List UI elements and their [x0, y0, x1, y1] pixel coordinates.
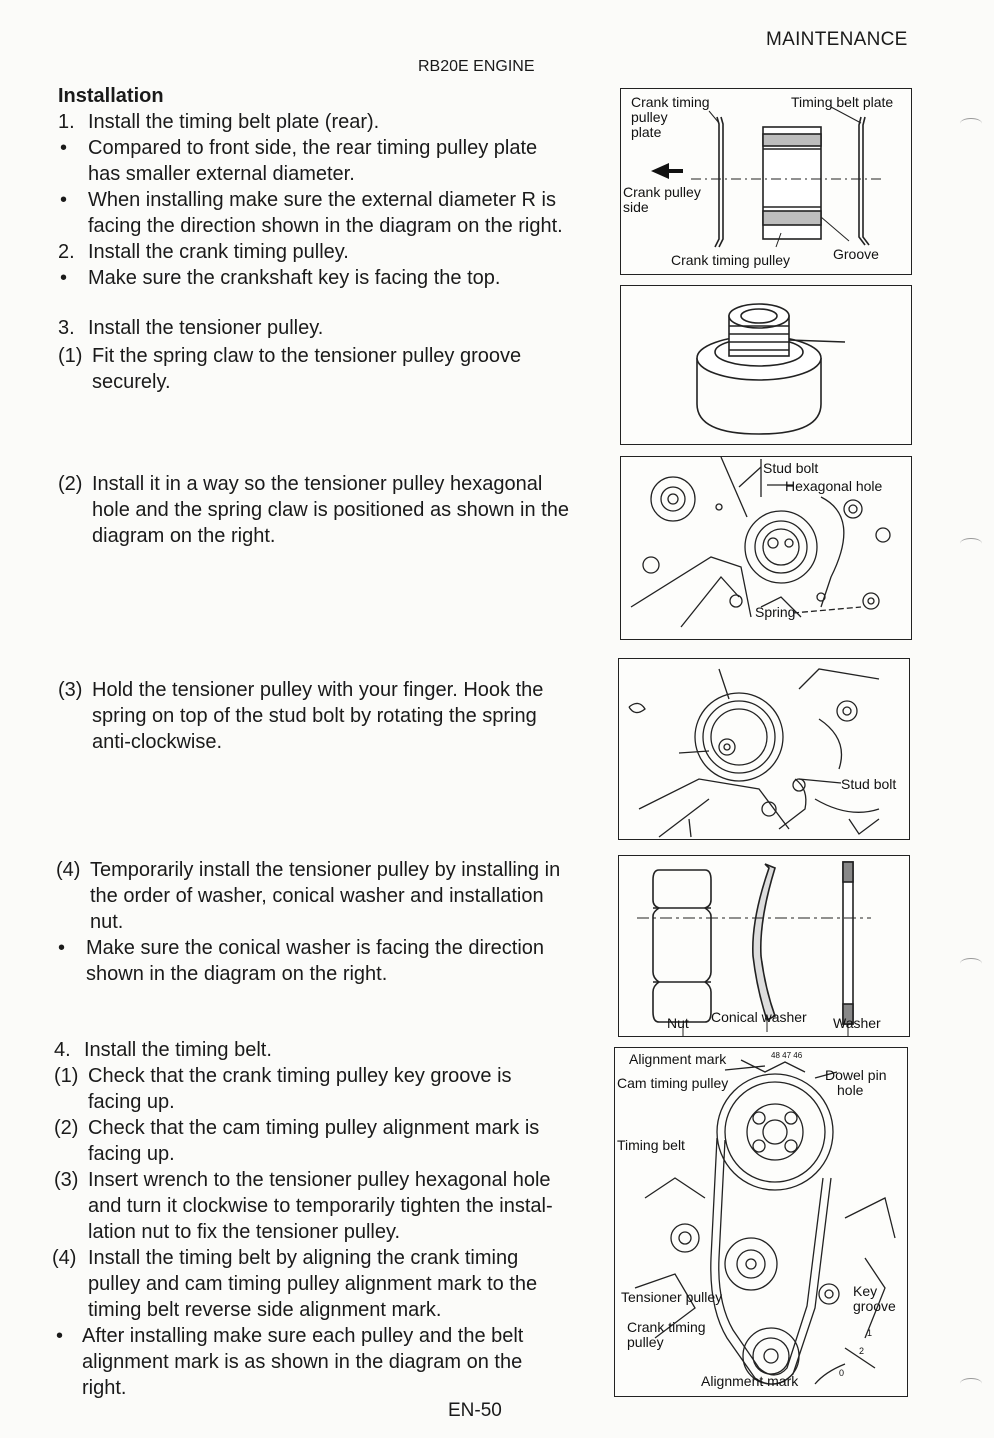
alignment-mark-top-label: Alignment mark	[629, 1051, 727, 1067]
key-groove-label-line: groove	[853, 1298, 896, 1314]
crank-timing-pulley-label: Crank timing pulley	[671, 252, 791, 268]
margin-mark	[960, 118, 982, 129]
bottom-mark-1: 1	[867, 1328, 873, 1338]
tensioner-pulley-label: Tensioner pulley	[621, 1289, 723, 1305]
bottom-mark-0: 0	[839, 1368, 845, 1378]
stud-bolt-label: Stud bolt	[763, 460, 819, 476]
groove-label: Groove	[833, 246, 879, 262]
timing-belt-diagram	[614, 1047, 908, 1397]
washer-label: Washer	[833, 1015, 881, 1031]
tensioner-position-diagram	[620, 456, 912, 640]
alignment-mark-numbers: 48 47 46	[771, 1051, 803, 1060]
crank-timing-pulley-plate-label-line: plate	[631, 124, 662, 140]
dowel-pin-hole-label: Dowel pin	[825, 1067, 887, 1083]
crank-timing-pulley-plate-label-line: pulley	[631, 109, 668, 125]
timing-belt-plate-diagram	[620, 88, 912, 275]
cam-timing-pulley-label: Cam timing pulley	[617, 1075, 729, 1091]
crank-pulley-side-label: Crank pulley	[623, 184, 701, 200]
dowel-pin-hole-label-line: hole	[837, 1082, 864, 1098]
crank-timing-pulley-label-line: pulley	[627, 1334, 664, 1350]
crank-timing-pulley-plate-label: Crank timing	[631, 94, 710, 110]
margin-mark	[960, 1378, 982, 1389]
timing-belt-label: Timing belt	[617, 1137, 685, 1153]
timing-belt-plate-label: Timing belt plate	[791, 94, 894, 110]
page-number: EN-50	[448, 1400, 502, 1421]
nut-label: Nut	[667, 1015, 689, 1031]
crank-pulley-side-label-line: side	[623, 199, 649, 215]
crank-timing-pulley-label: Crank timing	[627, 1319, 706, 1335]
installation-heading: Installation	[58, 85, 164, 107]
engine-header: RB20E ENGINE	[418, 58, 535, 75]
conical-washer-label: Conical washer	[711, 1009, 807, 1025]
margin-mark	[960, 958, 982, 969]
alignment-mark-bottom-label: Alignment mark	[701, 1373, 799, 1389]
washer-order-diagram	[618, 855, 910, 1037]
margin-mark	[960, 538, 982, 549]
spring-hook-diagram	[618, 658, 910, 840]
section-header: MAINTENANCE	[766, 29, 908, 50]
hexagonal-hole-label: Hexagonal hole	[785, 478, 883, 494]
stud-bolt-label: Stud bolt	[841, 776, 897, 792]
tensioner-pulley-spring-diagram	[620, 285, 912, 445]
spring-label: Spring	[755, 604, 796, 620]
bottom-mark-2: 2	[859, 1346, 865, 1356]
key-groove-label: Key	[853, 1283, 878, 1299]
